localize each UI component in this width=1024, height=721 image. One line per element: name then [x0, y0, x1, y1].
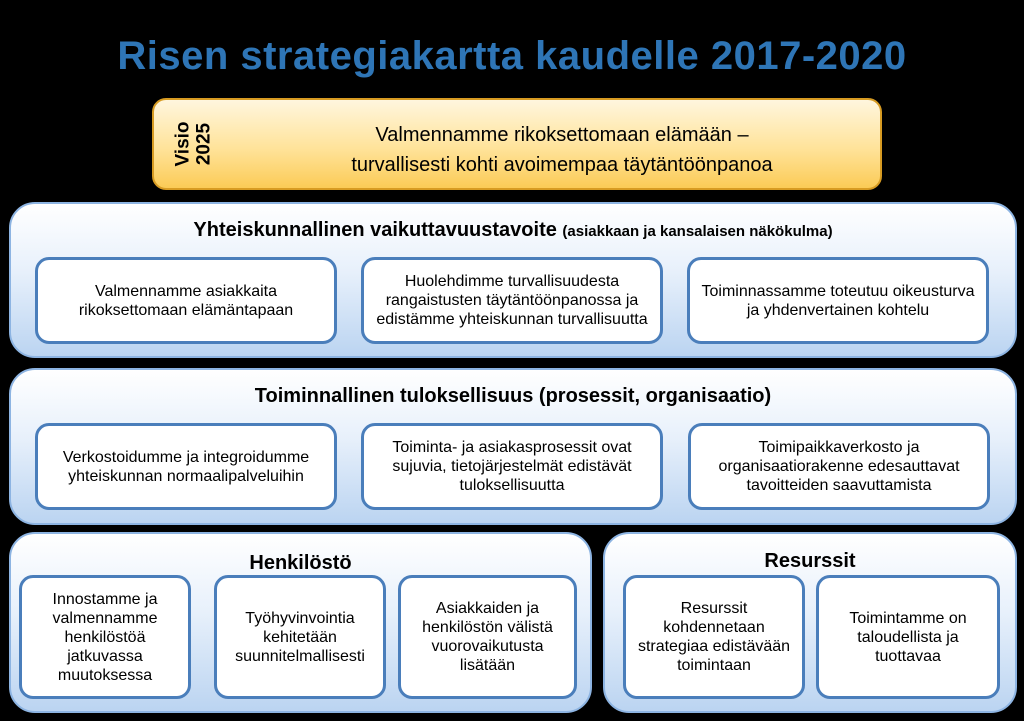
impact-goal-2: Huolehdimme turvallisuudesta rangaistusten täytäntöönpanossa ja edistämme yhteiskunnan turvallisuutta [361, 257, 663, 344]
resources-title: Resurssit [764, 550, 856, 572]
operational-goal-3: Toimipaikkaverkosto ja organisaatiorakenne edesauttavat tavoitteiden saavuttamista [688, 423, 990, 510]
vision-line-1: Valmennamme rikoksettomaan elämään – [375, 124, 749, 146]
impact-goal-1: Valmennamme asiakkaita rikoksettomaan elämäntapaan [35, 257, 337, 344]
staff-goal-3: Asiakkaiden ja henkilöstön välistä vuorovaikutusta lisätään [398, 575, 577, 699]
operational-goal-2: Toiminta- ja asiakasprosessit ovat sujuvia, tietojärjestelmät edistävät tuloksellisuutta [361, 423, 663, 510]
operational-goal-1: Verkostoidumme ja integroidumme yhteiskunnan normaalipalveluihin [35, 423, 337, 510]
operational-panel [9, 368, 1017, 525]
vision-tag [168, 108, 220, 180]
resources-goal-2: Toimintamme on taloudellista ja tuottavaa [816, 575, 1000, 699]
staff-panel [9, 532, 592, 713]
impact-subtitle: (asiakkaan ja kansalaisen näkökulma) [562, 223, 833, 240]
staff-goal-1: Innostamme ja valmennamme henkilöstöä jatkuvassa muutoksessa [19, 575, 191, 699]
vision-tag-label: Visio [173, 121, 194, 167]
impact-goal-3: Toiminnassamme toteutuu oikeusturva ja yhdenvertainen kohtelu [687, 257, 989, 344]
impact-panel [9, 202, 1017, 358]
impact-title: Yhteiskunnallinen vaikuttavuustavoite [193, 219, 557, 241]
vision-line-2: turvallisesti kohti avoimempaa täytäntöönpanoa [351, 154, 773, 176]
staff-goal-2: Työhyvinvointia kehitetään suunnitelmallisesti [214, 575, 386, 699]
operational-title: Toiminnallinen tuloksellisuus (prosessit, organisaatio) [254, 385, 772, 407]
resources-goal-1: Resurssit kohdennetaan strategiaa edistävään toimintaan [623, 575, 805, 699]
impact-panel-title [11, 219, 1015, 242]
resources-panel [603, 532, 1017, 713]
page-title: Risen strategiakartta kaudelle 2017-2020 [117, 34, 907, 78]
staff-title: Henkilöstö [249, 552, 352, 574]
vision-box [152, 98, 882, 190]
vision-statement [244, 120, 880, 180]
vision-tag-year: 2025 [194, 122, 215, 166]
